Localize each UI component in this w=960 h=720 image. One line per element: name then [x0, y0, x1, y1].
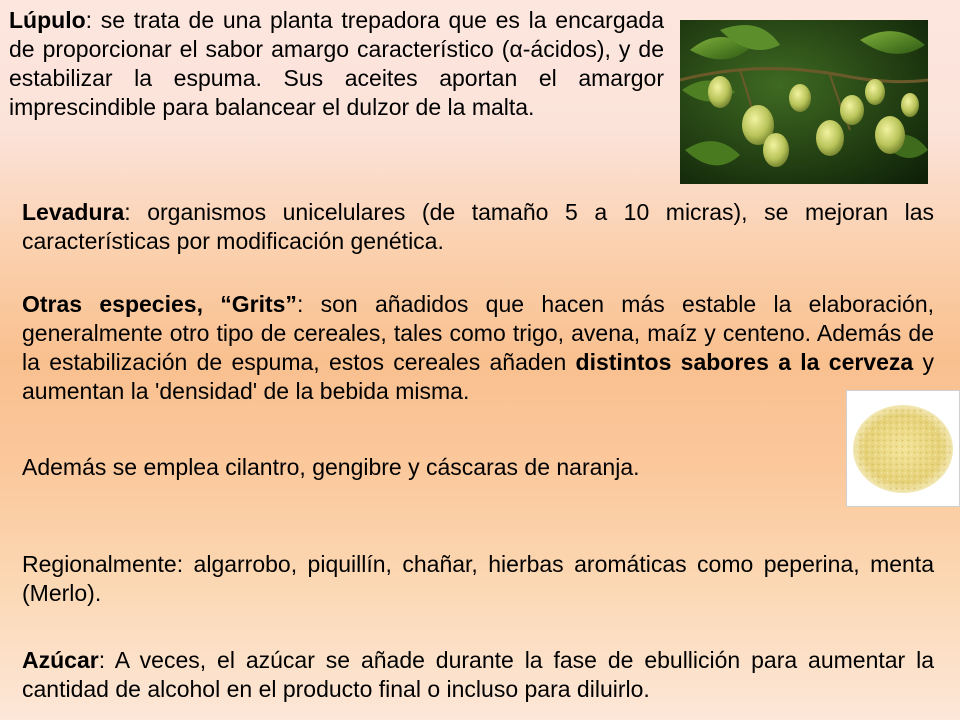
hop-plant-photo	[680, 20, 928, 184]
grits-grain-photo	[846, 390, 960, 507]
term-azucar: Azúcar	[22, 647, 99, 673]
paragraph-azucar	[22, 646, 934, 704]
levadura-text: : organismos unicelulares (de tamaño 5 a 10 micras), se mejoran las características por modificación genética.	[22, 199, 934, 254]
paragraph-levadura	[22, 198, 934, 256]
otras-text-1: : son añadidos que hacen más estable la elaboración, generalmente otro tipo de cereales, tales como trigo, avena, maíz y centeno. Además de la estabilización de espuma, estos cereales añaden	[22, 291, 934, 375]
bold-phrase-sabores: distintos sabores a la cerveza	[575, 349, 914, 375]
term-lupulo: Lúpulo	[9, 7, 86, 33]
term-levadura: Levadura	[22, 199, 125, 225]
paragraph-otras-especies	[22, 290, 934, 406]
otras-text-2: y aumentan la 'densidad' de la bebida misma.	[22, 349, 934, 404]
term-otras-especies: Otras especies, “Grits”	[22, 291, 297, 317]
paragraph-lupulo	[9, 6, 664, 122]
lupulo-text-1: : se trata de una planta trepadora que es la encargada de proporcionar el sabor amargo característico (	[9, 7, 664, 62]
alpha-symbol: α	[509, 36, 523, 62]
paragraph-ademas: Además se emplea cilantro, gengibre y cáscaras de naranja.	[22, 454, 640, 480]
azucar-text: : A veces, el azúcar se añade durante la fase de ebullición para aumentar la cantidad de alcohol en el producto final o incluso para diluirlo.	[22, 647, 934, 702]
paragraph-regionalmente: Regionalmente: algarrobo, piquillín, chañar, hierbas aromáticas como peperina, menta (Merlo).	[22, 551, 934, 606]
lupulo-text-2: -ácidos), y de estabilizar la espuma. Sus aceites aportan el amargor imprescindible para balancear el dulzor de la malta.	[9, 36, 664, 120]
